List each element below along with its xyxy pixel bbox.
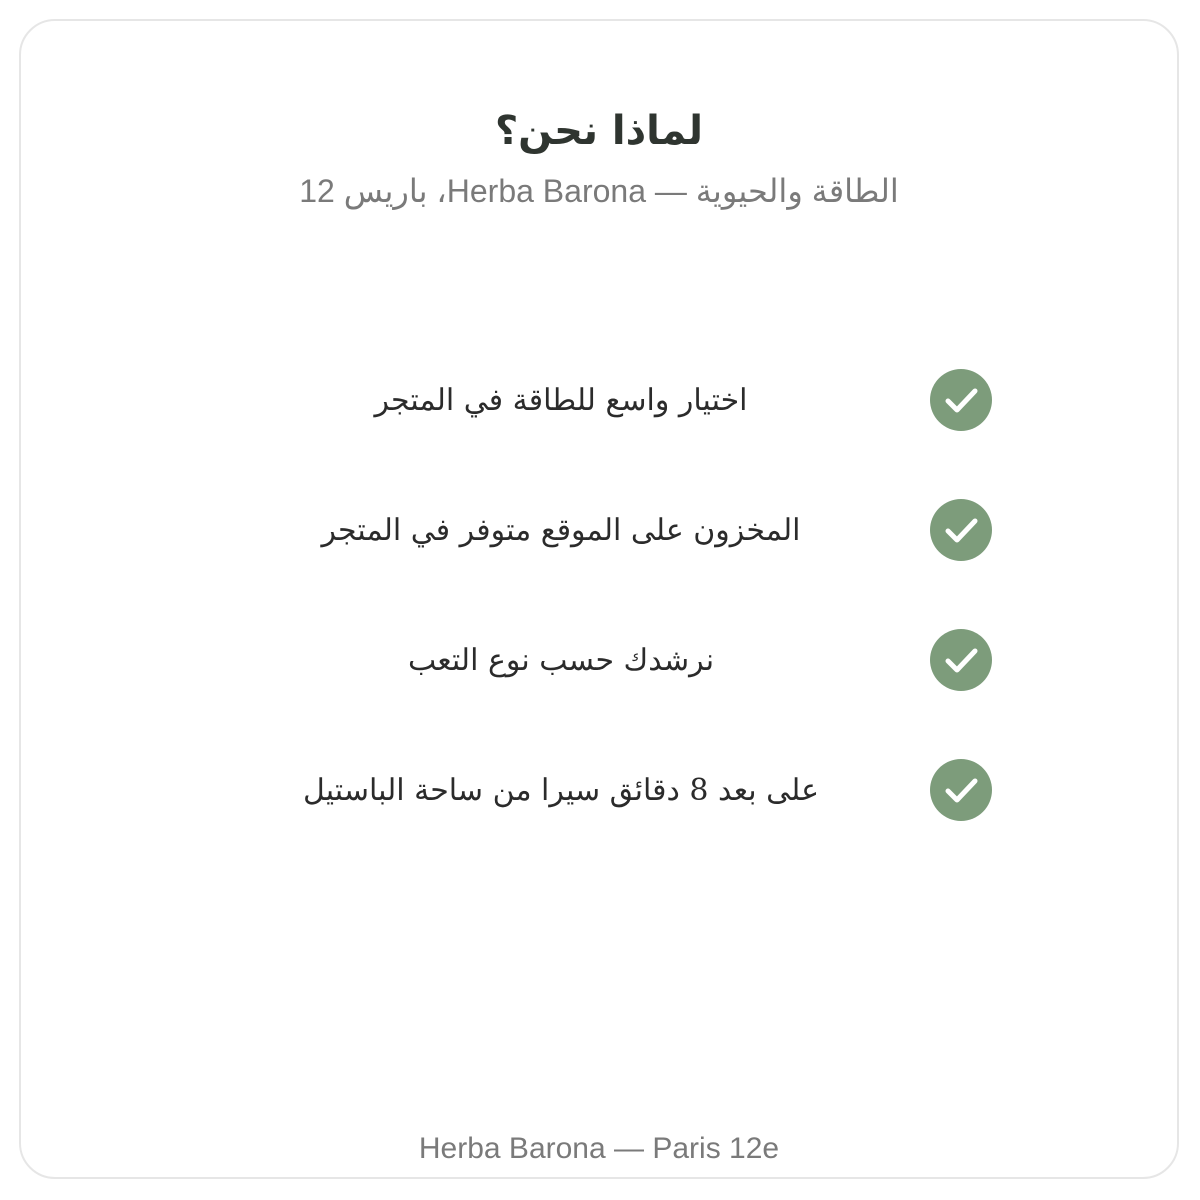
feature-item	[21, 369, 1177, 433]
check-icon	[930, 499, 992, 561]
feature-item	[21, 499, 1177, 563]
feature-item	[21, 629, 1177, 693]
feature-label: اختيار واسع للطاقة في المتجر	[374, 383, 748, 418]
feature-label: نرشدك حسب نوع التعب	[407, 643, 715, 678]
feature-label: على بعد 8 دقائق سيرا من ساحة الباستيل	[303, 773, 819, 808]
footer-text: Herba Barona — Paris 12e	[418, 1132, 780, 1165]
card	[19, 19, 1179, 1179]
check-icon	[930, 759, 992, 821]
feature-item	[21, 759, 1177, 823]
page-title: لماذا نحن؟	[494, 108, 704, 154]
feature-list	[21, 21, 1177, 1177]
check-icon	[930, 369, 992, 431]
feature-label: المخزون على الموقع متوفر في المتجر	[321, 513, 801, 548]
page-subtitle: الطاقة والحيوية — Herba Barona، باريس 12	[299, 173, 899, 209]
check-icon	[930, 629, 992, 691]
